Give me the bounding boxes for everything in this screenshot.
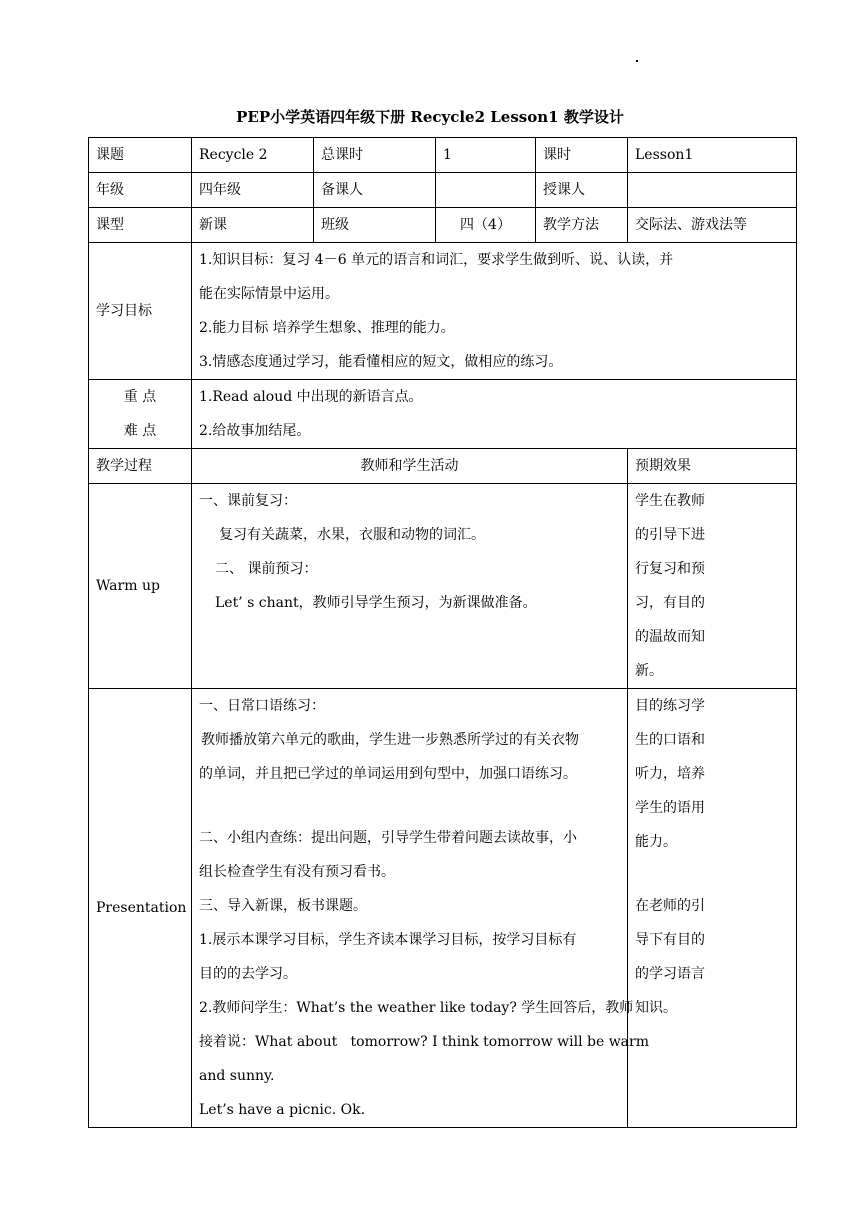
page-dot — [636, 60, 638, 62]
presentation-line-12: Let’s have a picnic. Ok. — [199, 1102, 366, 1118]
presentation-line-1: 一、日常口语练习： — [199, 698, 325, 714]
cell-method: 交际法、游戏法等 — [628, 208, 797, 243]
cell-class: 四（4） — [436, 208, 536, 243]
cell-label-course: 课题 — [89, 138, 192, 173]
process-header-stage: 教学过程 — [89, 449, 192, 484]
presentation-effect-line-4: 学生的语用 — [635, 800, 705, 816]
cell-label-grade: 年级 — [89, 173, 192, 208]
cell-grade: 四年级 — [192, 173, 314, 208]
warm-up-line-4: Let’ s chant，教师引导学生预习，为新课做准备。 — [215, 595, 537, 611]
warm-up-effect-line-1: 学生在教师 — [635, 493, 705, 509]
presentation-activities — [192, 689, 649, 1128]
key-points-label-1: 重 点 — [123, 389, 157, 405]
presentation-line-10: 接着说：What about tomorrow? I think tomorrow will be warm — [199, 1034, 649, 1050]
presentation-effect-line-2: 生的口语和 — [635, 732, 705, 748]
presentation-row — [89, 689, 797, 1128]
warm-up-effect-line-2: 的引导下进 — [635, 527, 705, 543]
process-header-effect: 预期效果 — [628, 449, 797, 484]
presentation-line-7: 1.展示本课学习目标，学生齐读本课学习目标，按学习目标有 — [199, 932, 577, 948]
objective-line-1: 1.知识目标：复习 4－6 单元的语言和词汇，要求学生做到听、说、认读，并 — [199, 252, 674, 268]
presentation-effect-line-5: 能力。 — [635, 834, 677, 850]
presentation-effect-line-9: 知识。 — [635, 1000, 677, 1016]
warm-up-effect — [628, 484, 797, 689]
warm-up-row — [89, 484, 797, 689]
key-points-label-2: 难 点 — [123, 423, 157, 439]
presentation-line-6: 三、导入新课，板书课题。 — [199, 898, 367, 914]
presentation-label: Presentation — [89, 689, 192, 1128]
presentation-line-5: 组长检查学生有没有预习看书。 — [199, 864, 395, 880]
cell-instructor — [628, 173, 797, 208]
presentation-line-2: 教师播放第六单元的歌曲，学生进一步熟悉所学过的有关衣物 — [201, 732, 579, 748]
key-point-line-1: 1.Read aloud 中出现的新语言点。 — [199, 389, 423, 405]
key-points-label — [89, 380, 192, 449]
key-points-content — [192, 380, 797, 449]
warm-up-activities — [192, 484, 628, 689]
warm-up-line-1: 一、课前复习： — [199, 493, 297, 509]
presentation-line-8: 目的的去学习。 — [199, 966, 297, 982]
warm-up-line-2: 复习有关蔬菜，水果，衣服和动物的词汇。 — [219, 527, 485, 543]
presentation-line-9: 2.教师问学生：What’s the weather like today? 学生回答后，教师 — [199, 1000, 634, 1016]
presentation-effect-line-3: 听力，培养 — [635, 766, 705, 782]
presentation-effect-line-7: 导下有目的 — [635, 932, 705, 948]
document-title: PEP小学英语四年级下册 Recycle2 Lesson1 教学设计 — [236, 108, 624, 126]
presentation-effect-line-6: 在老师的引 — [635, 898, 705, 914]
key-points-row — [89, 380, 797, 449]
cell-course: Recycle 2 — [192, 138, 314, 173]
warm-up-line-3: 二、 课前预习： — [215, 561, 318, 577]
cell-label-instructor: 授课人 — [536, 173, 628, 208]
process-header-row — [89, 449, 797, 484]
warm-up-effect-line-5: 的温故而知 — [635, 629, 705, 645]
info-row-course — [89, 138, 797, 173]
cell-preparer — [436, 173, 536, 208]
presentation-line-4: 二、小组内查练：提出问题，引导学生带着问题去读故事，小 — [199, 830, 577, 846]
cell-label-total-periods: 总课时 — [314, 138, 436, 173]
cell-total-periods: 1 — [436, 138, 536, 173]
cell-label-preparer: 备课人 — [314, 173, 436, 208]
cell-type: 新课 — [192, 208, 314, 243]
cell-label-type: 课型 — [89, 208, 192, 243]
process-header-activities: 教师和学生活动 — [192, 449, 628, 484]
objectives-label: 学习目标 — [89, 243, 192, 380]
warm-up-effect-line-6: 新。 — [635, 663, 663, 679]
objective-line-4: 3.情感态度通过学习，能看懂相应的短文，做相应的练习。 — [199, 354, 563, 370]
info-row-type — [89, 208, 797, 243]
key-point-line-2: 2.给故事加结尾。 — [199, 423, 311, 439]
objective-line-2: 能在实际情景中运用。 — [199, 286, 339, 302]
presentation-effect-spacer — [635, 859, 789, 889]
warm-up-effect-line-3: 行复习和预 — [635, 561, 705, 577]
objectives-content — [192, 243, 797, 380]
presentation-effect-line-1: 目的练习学 — [635, 698, 705, 714]
presentation-effect — [628, 689, 797, 1128]
presentation-effect-line-8: 的学习语言 — [635, 966, 705, 982]
cell-period: Lesson1 — [628, 138, 797, 173]
warm-up-effect-line-4: 习，有目的 — [635, 595, 705, 611]
warm-up-label: Warm up — [89, 484, 192, 689]
presentation-line-3: 的单词，并且把已学过的单词运用到句型中，加强口语练习。 — [199, 766, 577, 782]
lesson-plan-table — [88, 137, 797, 1128]
cell-label-period: 课时 — [536, 138, 628, 173]
cell-label-class: 班级 — [314, 208, 436, 243]
presentation-line-11: and sunny. — [199, 1068, 275, 1084]
info-row-grade — [89, 173, 797, 208]
objective-line-3: 2.能力目标 培养学生想象、推理的能力。 — [199, 320, 455, 336]
presentation-spacer — [199, 791, 620, 821]
cell-label-method: 教学方法 — [536, 208, 628, 243]
objectives-row — [89, 243, 797, 380]
